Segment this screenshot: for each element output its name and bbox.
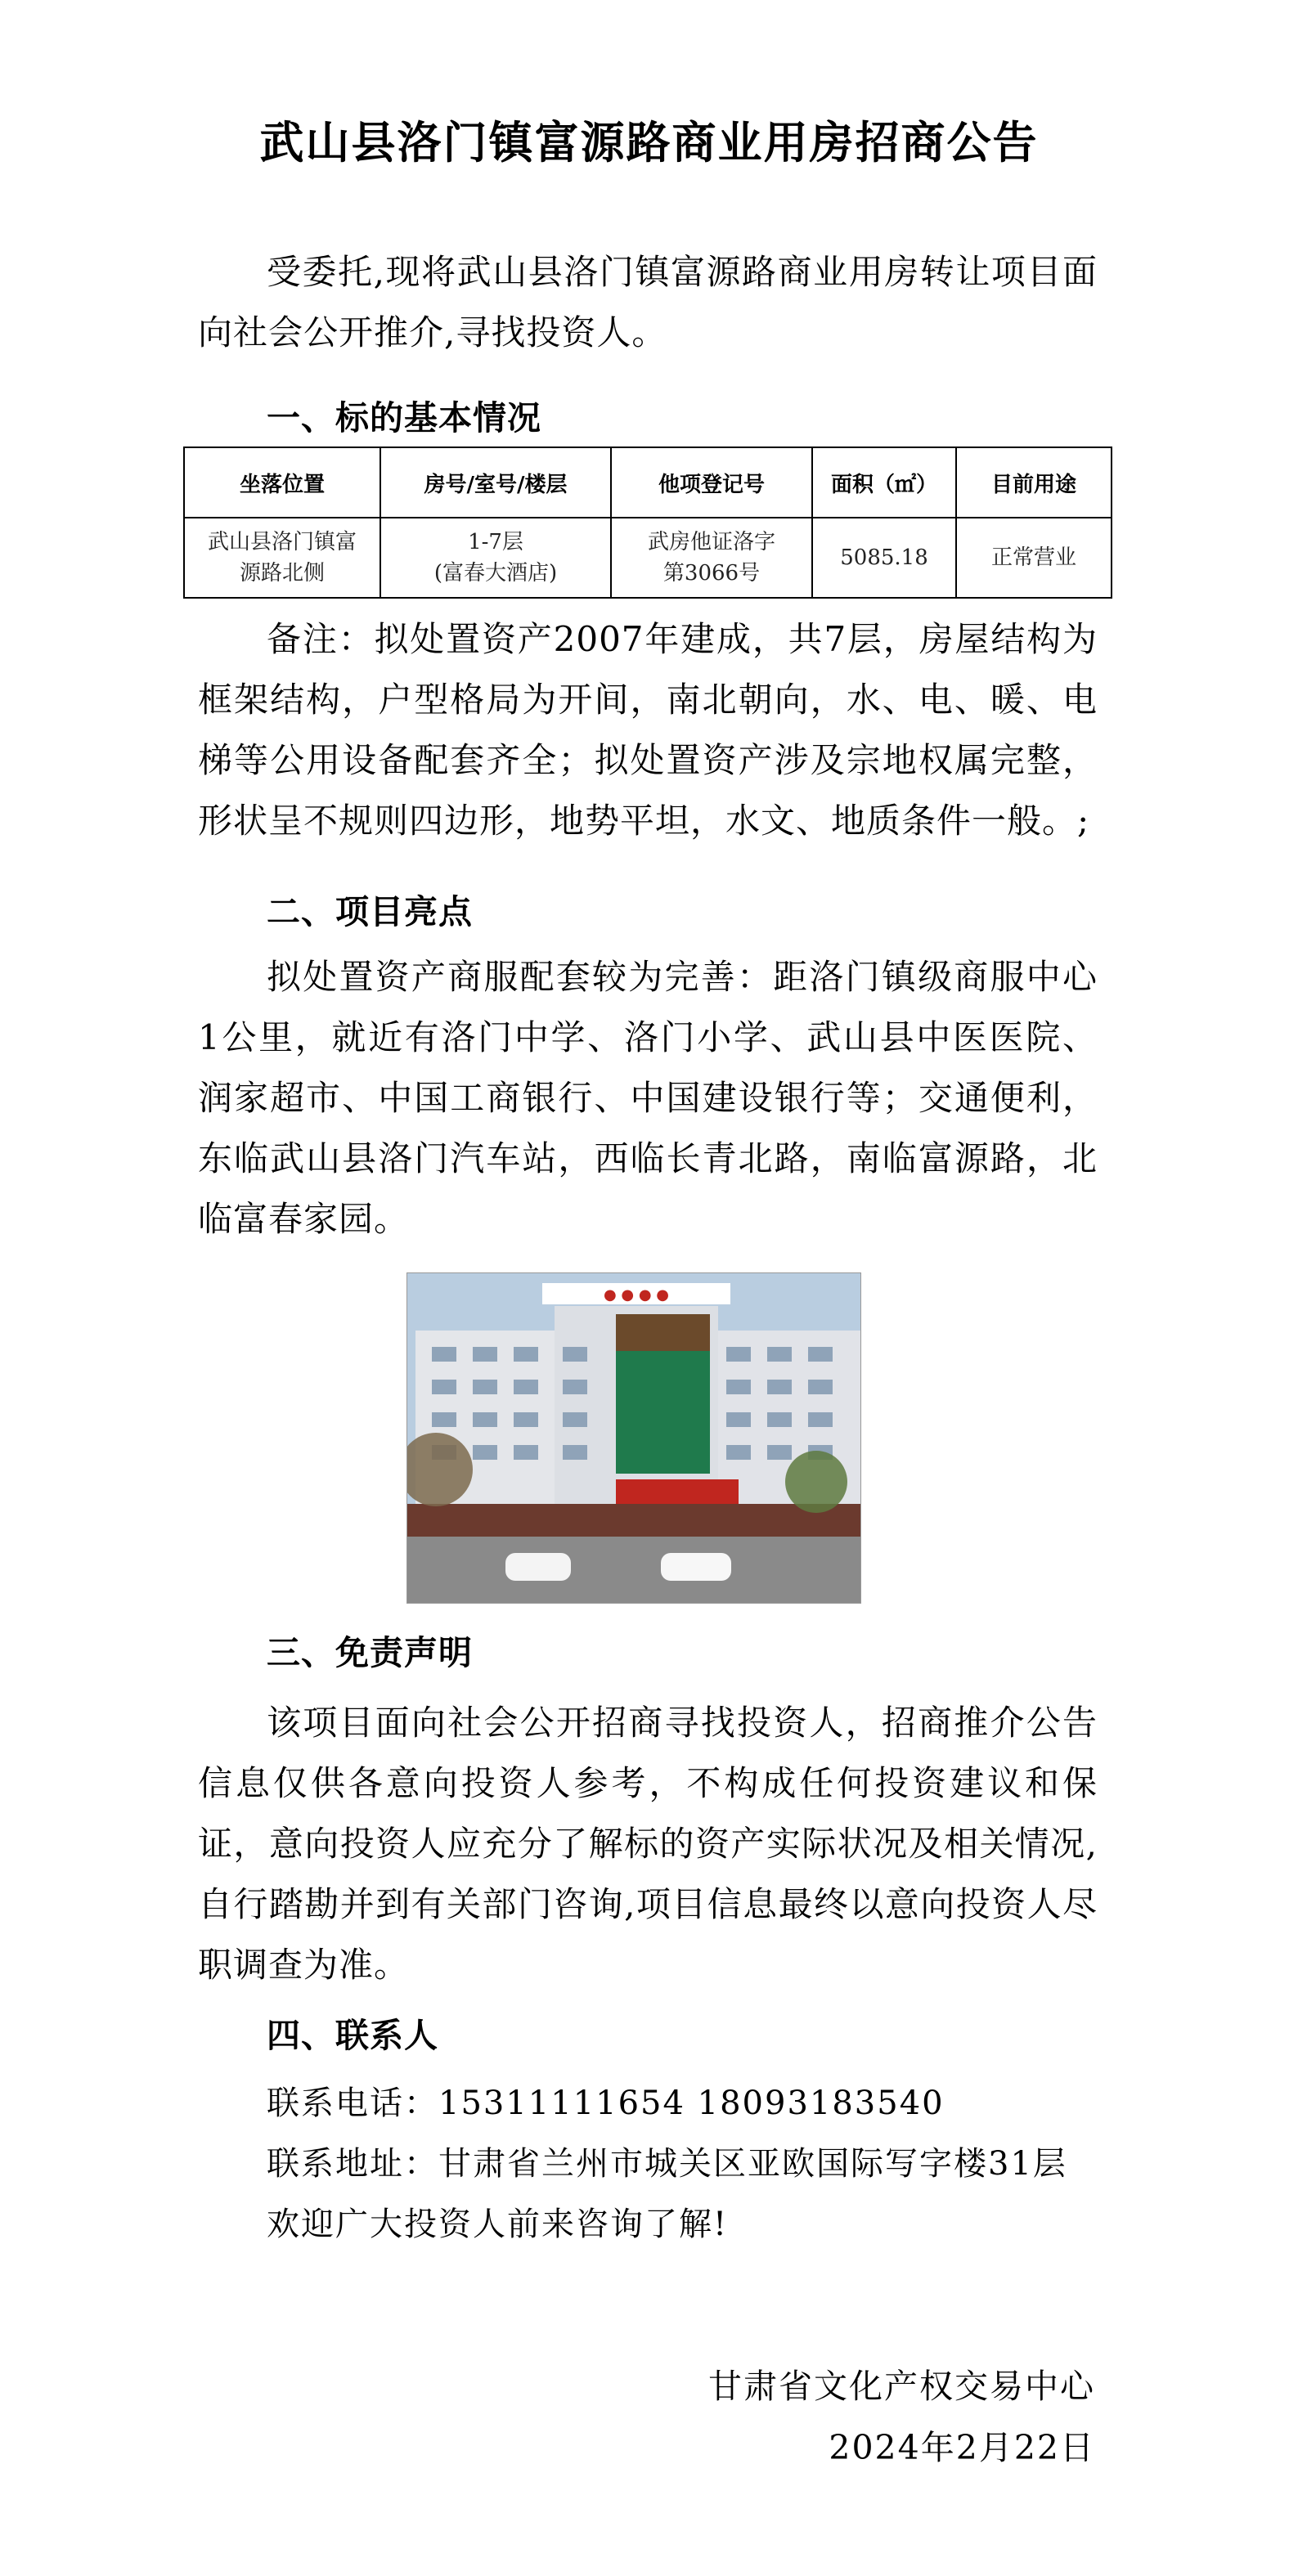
highlights-paragraph: 拟处置资产商服配套较为完善：距洛门镇级商服中心1公里，就近有洛门中学、洛门小学、武山县中医医院、润家超市、中国工商银行、中国建设银行等；交通便利，东临武山县洛门汽车站，西临长青北路，南临富源路，北临富春家园。	[198, 957, 1098, 1239]
property-info-table	[183, 447, 1112, 599]
table-header-row	[184, 447, 1112, 518]
contact-phone: 联系电话：15311111654 18093183540	[267, 2085, 945, 2122]
cell-registration-line1: 武房他证洛字	[647, 530, 775, 554]
table-header-location: 坐落位置	[184, 447, 380, 518]
issuer-organization: 甘肃省文化产权交易中心	[708, 2367, 1095, 2406]
contact-address: 联系地址：甘肃省兰州市城关区亚欧国际写字楼31层	[267, 2145, 1067, 2183]
car-left	[505, 1553, 571, 1581]
street	[407, 1537, 860, 1603]
cell-usage: 正常营业	[956, 518, 1112, 598]
cell-registration	[611, 518, 812, 598]
storefront-strip	[407, 1504, 860, 1537]
tree-right	[785, 1451, 847, 1513]
cell-location-line1: 武山县洛门镇富	[207, 530, 357, 554]
cell-location	[184, 518, 380, 598]
section3-heading: 三、免责声明	[267, 1633, 473, 1672]
rooftop-sign-logo: ● ● ● ●	[604, 1286, 669, 1304]
section1-heading: 一、标的基本情况	[267, 398, 541, 438]
disclaimer-paragraph: 该项目面向社会公开招商寻找投资人，招商推介公告信息仅供各意向投资人参考，不构成任何投资建议和保证，意向投资人应充分了解标的资产实际状况及相关情况,自行踏勘并到有关部门咨询,项目信息最终以意向投资人尽职调查为准。	[198, 1703, 1098, 1985]
green-facade-panel	[616, 1351, 710, 1474]
welcome-text: 欢迎广大投资人前来咨询了解!	[267, 2206, 729, 2243]
page-title: 武山县洛门镇富源路商业用房招商公告	[259, 117, 1039, 168]
cell-floor-line2: (富春大酒店)	[433, 561, 558, 586]
hotel-red-sign	[616, 1479, 739, 1504]
cell-floor	[380, 518, 611, 598]
table-header-area: 面积（㎡）	[812, 447, 956, 518]
brown-top-panel	[616, 1314, 710, 1351]
section4-heading: 四、联系人	[267, 2016, 438, 2055]
cell-location-line2: 源路北侧	[239, 561, 325, 586]
cell-floor-line1: 1-7层	[468, 530, 523, 554]
remark-paragraph: 备注：拟处置资产2007年建成，共7层，房屋结构为框架结构，户型格局为开间，南北朝向，水、电、暖、电梯等公用设备配套齐全；拟处置资产涉及宗地权属完整，形状呈不规则四边形，地势平坦，水文、地质条件一般。;	[198, 619, 1098, 841]
car-right	[661, 1553, 731, 1581]
table-header-registration: 他项登记号	[611, 447, 812, 518]
intro-paragraph: 受委托,现将武山县洛门镇富源路商业用房转让项目面向社会公开推介,寻找投资人。	[198, 252, 1098, 352]
building-photo	[406, 1272, 861, 1604]
table-header-floor: 房号/室号/楼层	[380, 447, 611, 518]
table-header-usage: 目前用途	[956, 447, 1112, 518]
building-photo-illustration	[407, 1273, 860, 1603]
table-row	[184, 518, 1112, 598]
cell-registration-line2: 第3066号	[662, 561, 761, 586]
cell-area: 5085.18	[812, 518, 956, 598]
issue-date: 2024年2月22日	[829, 2428, 1095, 2467]
section2-heading: 二、项目亮点	[267, 892, 473, 931]
